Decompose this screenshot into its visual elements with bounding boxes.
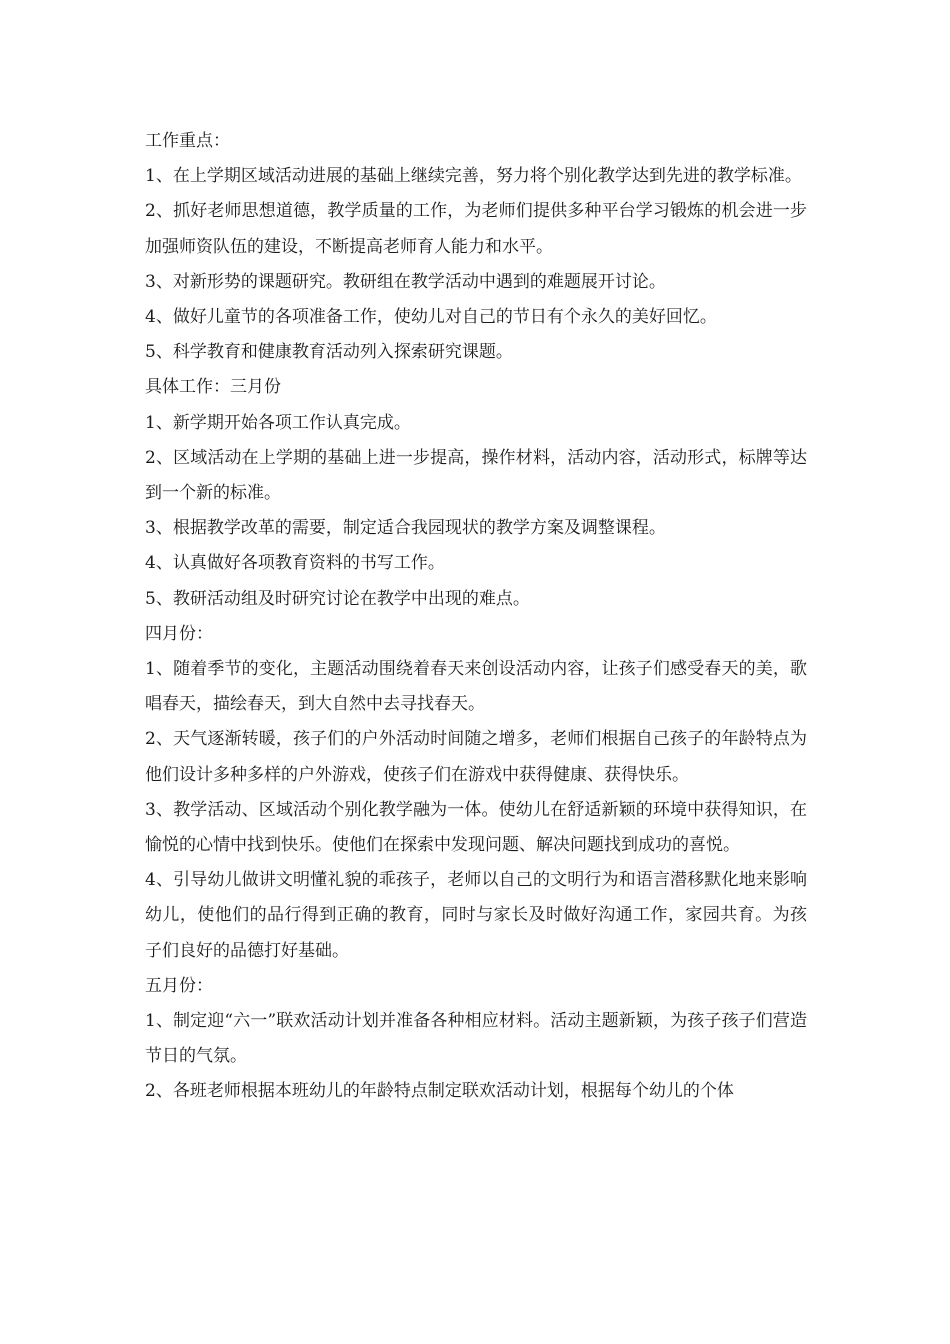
list-item: 4、认真做好各项教育资料的书写工作。 (145, 553, 445, 574)
list-item: 4、做好儿童节的各项准备工作，使幼儿对自己的节日有个永久的美好回忆。 (145, 307, 717, 328)
list-item: 1、新学期开始各项工作认真完成。 (145, 412, 411, 433)
list-item: 2、天气逐渐转暖，孩子们的户外活动时间随之增多，老师们根据自己孩子的年龄特点为他们设计多种多样的户外游戏，使孩子们在游戏中获得健康、获得快乐。 (145, 729, 807, 785)
heading-march: 具体工作：三月份 (145, 377, 281, 398)
list-item: 3、根据教学改革的需要，制定适合我园现状的教学方案及调整课程。 (145, 518, 666, 539)
list-item: 1、制定迎“六一”联欢活动计划并准备各种相应材料。活动主题新颖，为孩子孩子们营造节日的气氛。 (145, 1011, 807, 1067)
list-item: 2、区域活动在上学期的基础上进一步提高，操作材料，活动内容，活动形式，标牌等达到一个新的标准。 (145, 447, 807, 504)
list-item: 4、引导幼儿做讲文明懂礼貌的乖孩子，老师以自己的文明行为和语言潜移默化地来影响幼儿，使他们的品行得到正确的教育，同时与家长及时做好沟通工作，家园共育。为孩子们良好的品德打好基础。 (145, 870, 807, 961)
list-item: 1、随着季节的变化，主题活动围绕着春天来创设活动内容，让孩子们感受春天的美，歌唱春天，描绘春天，到大自然中去寻找春天。 (145, 659, 807, 715)
list-item: 2、各班老师根据本班幼儿的年龄特点制定联欢活动计划，根据每个幼儿的个体 (145, 1081, 734, 1102)
heading-april: 四月份： (145, 623, 213, 644)
list-item: 5、科学教育和健康教育活动列入探索研究课题。 (145, 342, 513, 363)
list-item: 5、教研活动组及时研究讨论在教学中出现的难点。 (145, 588, 530, 609)
list-item: 1、在上学期区域活动进展的基础上继续完善，努力将个别化教学达到先进的教学标准。 (145, 166, 802, 187)
list-item: 3、教学活动、区域活动个别化教学融为一体。使幼儿在舒适新颖的环境中获得知识，在愉悦的心情中找到快乐。使他们在探索中发现问题、解决问题找到成功的喜悦。 (145, 799, 807, 856)
heading-work-focus: 工作重点： (145, 131, 230, 151)
list-item: 3、对新形势的课题研究。教研组在教学活动中遇到的难题展开讨论。 (145, 271, 666, 292)
list-item: 2、抓好老师思想道德，教学质量的工作，为老师们提供多种平台学习锻炼的机会进一步加强师资队伍的建设，不断提高老师育人能力和水平。 (145, 201, 807, 257)
document-body (145, 124, 807, 1110)
heading-may: 五月份： (145, 975, 213, 996)
